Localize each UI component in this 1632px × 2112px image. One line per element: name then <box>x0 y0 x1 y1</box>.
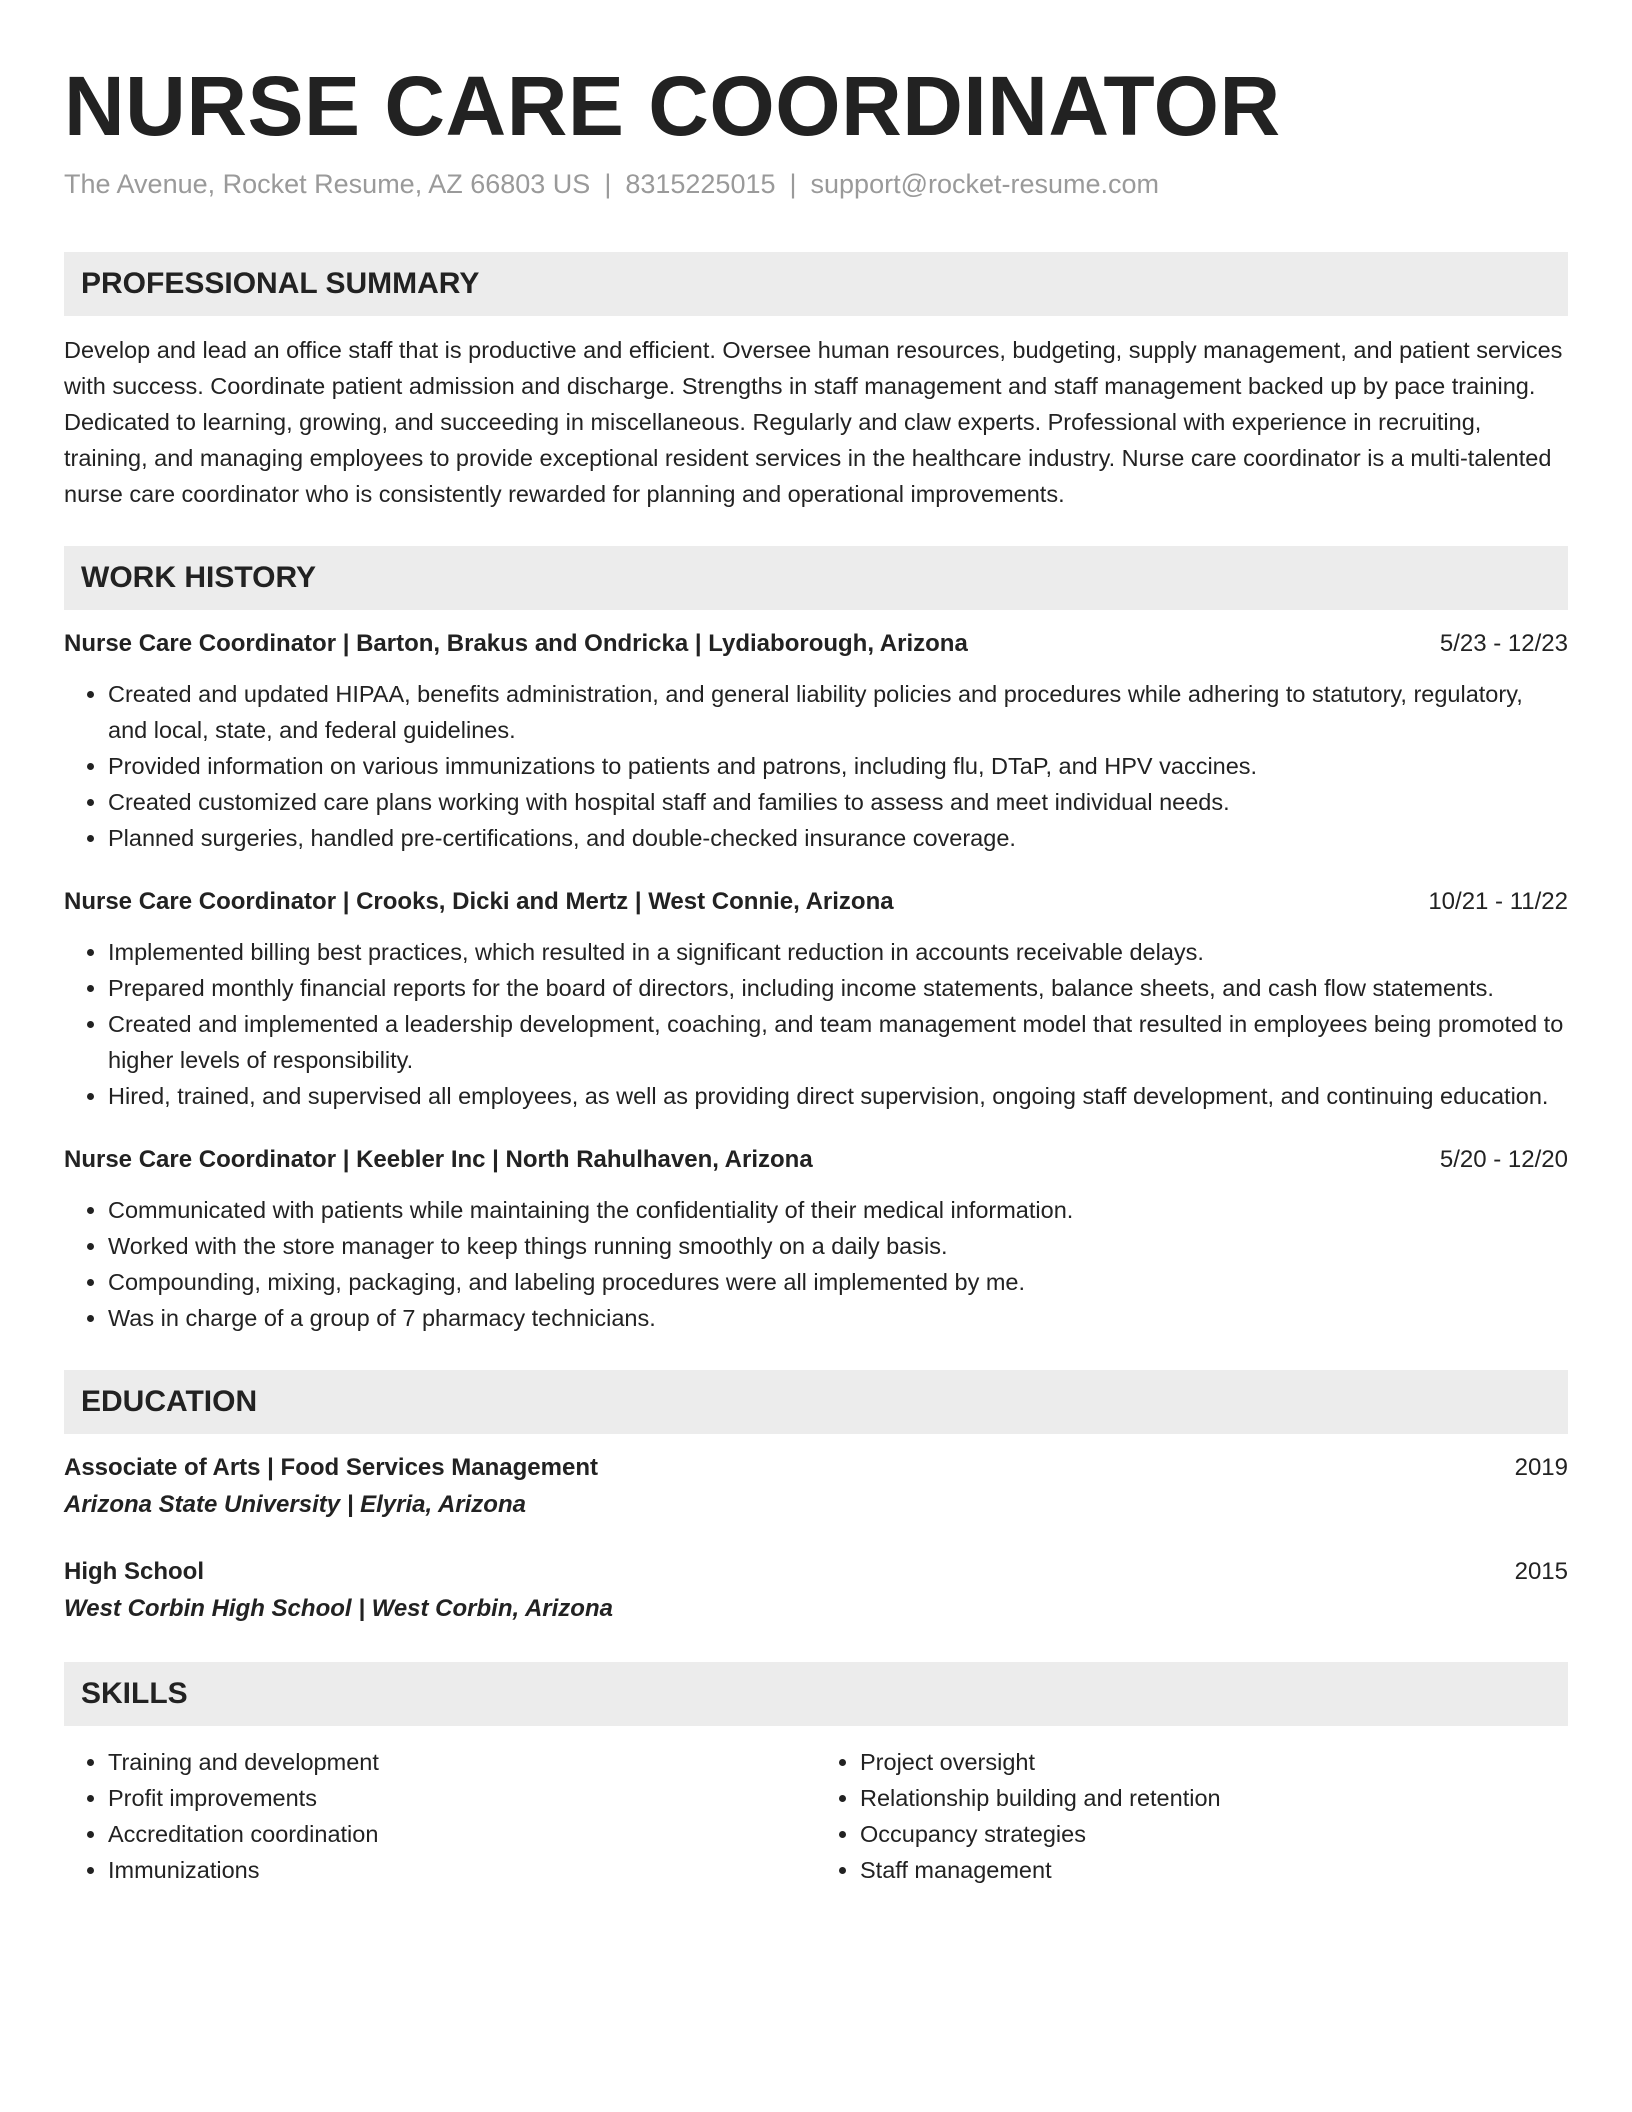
skill-item: • Training and development <box>108 1744 816 1780</box>
job-header <box>64 626 1568 662</box>
summary-text: Develop and lead an office staff that is productive and efficient. Oversee human resources, budgeting, supply management, and patient services with success. Coordinate patient admission and discharge. Strengths in staff management and staff management backed up by pace training. Dedicated to learning, growing, and succeeding in miscellaneous. Regularly and claw experts. Professional with experience in recruiting, training, and managing employees to provide exceptional resident services in the healthcare industry. Nurse care coordinator is a multi-talented nurse care coordinator who is consistently rewarded for planning and operational improvements. <box>64 337 1563 507</box>
skill-item: • Immunizations <box>108 1852 816 1888</box>
job-bullet: • Created and updated HIPAA, benefits administration, and general liability policies and procedures while adhering to statutory, regulatory, and local, state, and federal guidelines. <box>108 676 1568 748</box>
job-bullet: • Worked with the store manager to keep things running smoothly on a daily basis. <box>108 1228 1568 1264</box>
job-header <box>64 1142 1568 1178</box>
education-school: West Corbin High School | West Corbin, Arizona <box>64 1595 613 1622</box>
job-bullet: • Was in charge of a group of 7 pharmacy technicians. <box>108 1300 1568 1336</box>
skills-list <box>64 1744 1568 1888</box>
job-entry <box>64 626 1568 856</box>
contact-separator: | <box>604 169 612 199</box>
section-heading-summary: PROFESSIONAL SUMMARY <box>64 252 1568 316</box>
education-degree: Associate of Arts | Food Services Management <box>64 1454 598 1481</box>
education-degree: High School <box>64 1558 204 1585</box>
skills-column-left <box>64 1744 816 1888</box>
skill-item: • Accreditation coordination <box>108 1816 816 1852</box>
job-bullet: • Compounding, mixing, packaging, and labeling procedures were all implemented by me. <box>108 1264 1568 1300</box>
section-heading-work-history: WORK HISTORY <box>64 546 1568 610</box>
skill-item: • Profit improvements <box>108 1780 816 1816</box>
candidate-name: NURSE CARE COORDINATOR <box>64 59 1281 153</box>
section-heading-skills: SKILLS <box>64 1662 1568 1726</box>
skill-item: • Project oversight <box>860 1744 1568 1780</box>
contact-phone: 8315225015 <box>625 169 776 199</box>
job-title: Nurse Care Coordinator | Barton, Brakus and Ondricka | Lydiaborough, Arizona <box>64 630 968 657</box>
job-bullets <box>64 934 1568 1114</box>
job-bullet: • Created and implemented a leadership development, coaching, and team management model that resulted in employees being promoted to higher levels of responsibility. <box>108 1006 1568 1078</box>
job-bullet: • Planned surgeries, handled pre-certifications, and double-checked insurance coverage. <box>108 820 1568 856</box>
education-entry <box>64 1450 1568 1524</box>
skills-column-right <box>816 1744 1568 1888</box>
skill-item: • Occupancy strategies <box>860 1816 1568 1852</box>
skill-item: • Relationship building and retention <box>860 1780 1568 1816</box>
job-bullets <box>64 1192 1568 1336</box>
skill-item: • Staff management <box>860 1852 1568 1888</box>
contact-address: The Avenue, Rocket Resume, AZ 66803 US <box>64 169 591 199</box>
job-dates: 5/23 - 12/23 <box>1439 630 1568 657</box>
contact-line <box>64 166 1568 202</box>
job-entry <box>64 884 1568 1114</box>
education-year: 2015 <box>1514 1558 1568 1585</box>
education-header <box>64 1450 1568 1486</box>
job-title: Nurse Care Coordinator | Crooks, Dicki and Mertz | West Connie, Arizona <box>64 888 894 915</box>
job-bullet: • Provided information on various immunizations to patients and patrons, including flu, DTaP, and HPV vaccines. <box>108 748 1568 784</box>
education-entry <box>64 1554 1568 1628</box>
contact-separator: | <box>789 169 797 199</box>
education-school: Arizona State University | Elyria, Arizona <box>64 1491 526 1518</box>
job-header <box>64 884 1568 920</box>
education-header <box>64 1554 1568 1590</box>
job-bullet: • Created customized care plans working with hospital staff and families to assess and meet individual needs. <box>108 784 1568 820</box>
job-bullet: • Communicated with patients while maintaining the confidentiality of their medical information. <box>108 1192 1568 1228</box>
job-dates: 10/21 - 11/22 <box>1428 888 1568 915</box>
section-heading-education: EDUCATION <box>64 1370 1568 1434</box>
job-title: Nurse Care Coordinator | Keebler Inc | North Rahulhaven, Arizona <box>64 1146 813 1173</box>
contact-email: support@rocket-resume.com <box>810 169 1160 199</box>
job-bullet: • Prepared monthly financial reports for the board of directors, including income statements, balance sheets, and cash flow statements. <box>108 970 1568 1006</box>
job-bullet: • Hired, trained, and supervised all employees, as well as providing direct supervision, ongoing staff development, and continuing education. <box>108 1078 1568 1114</box>
job-dates: 5/20 - 12/20 <box>1439 1146 1568 1173</box>
job-entry <box>64 1142 1568 1336</box>
job-bullet: • Implemented billing best practices, which resulted in a significant reduction in accounts receivable delays. <box>108 934 1568 970</box>
education-year: 2019 <box>1514 1454 1568 1481</box>
job-bullets <box>64 676 1568 856</box>
